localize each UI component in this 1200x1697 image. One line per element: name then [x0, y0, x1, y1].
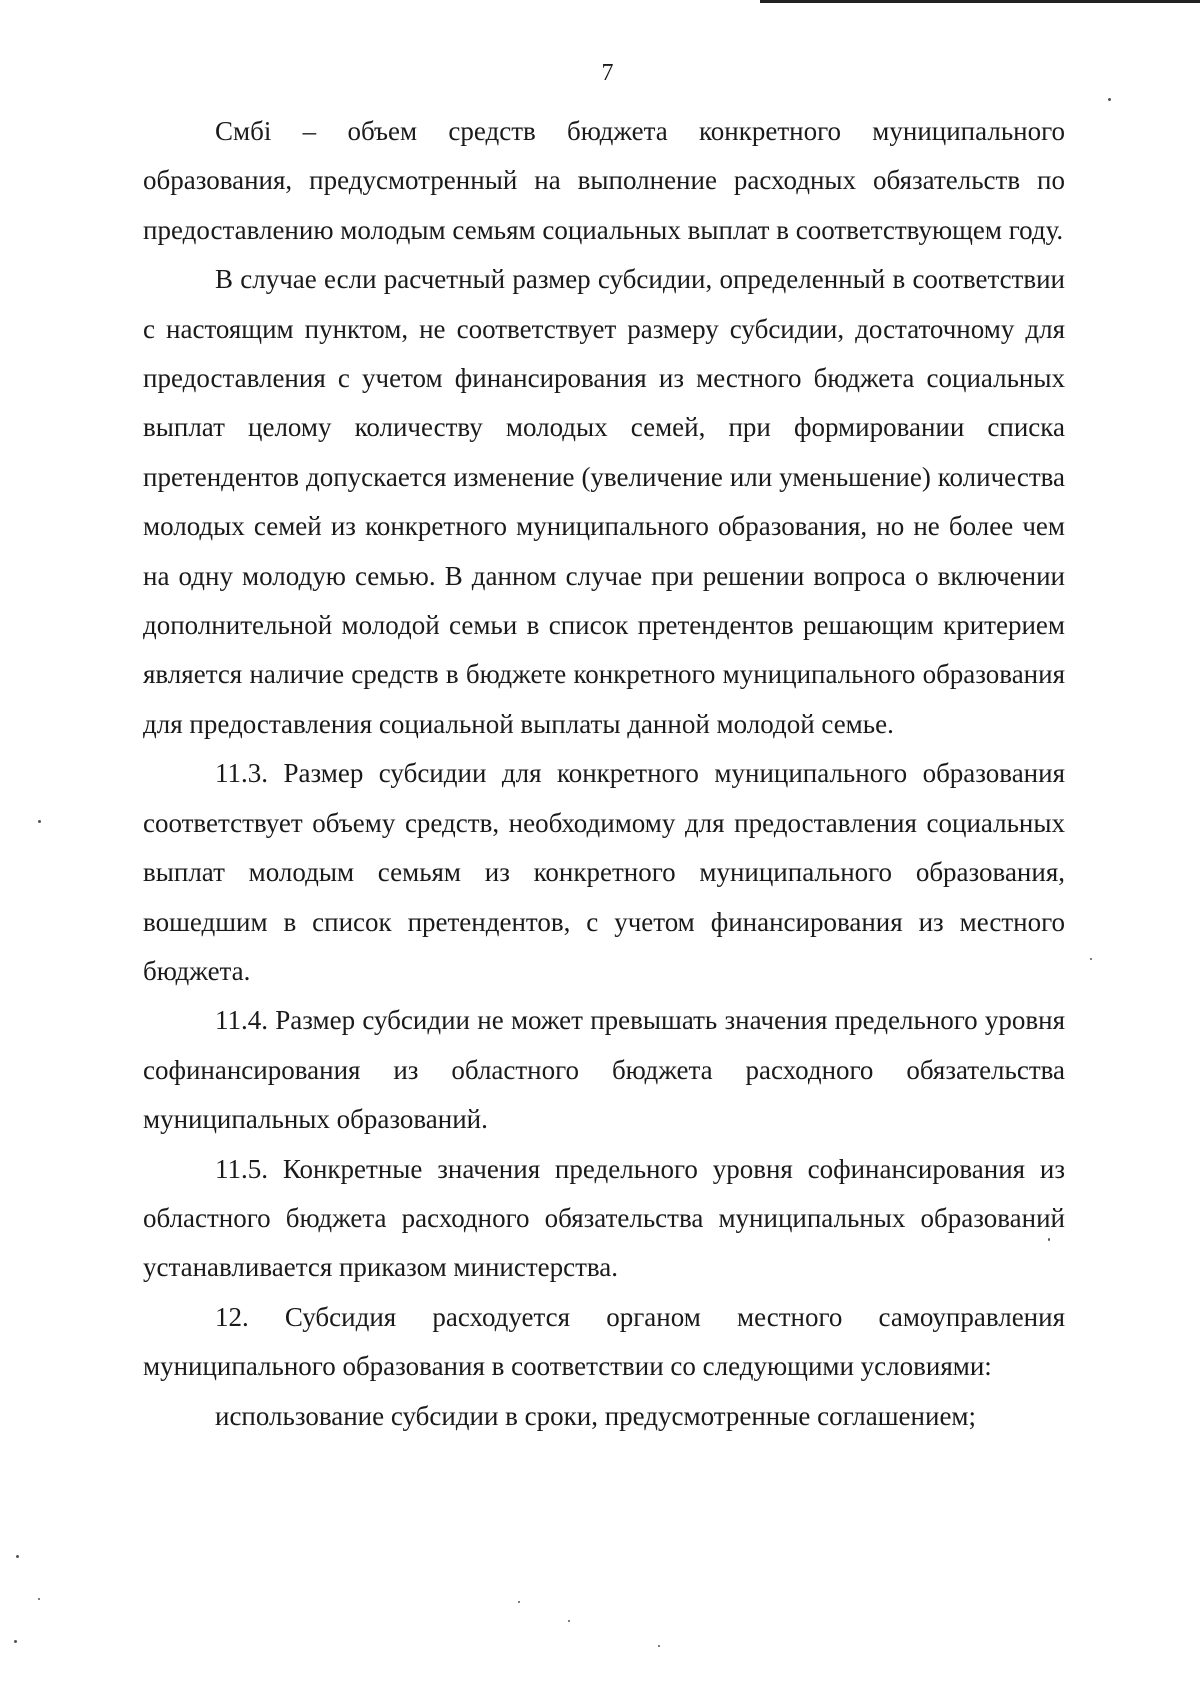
scan-speck: [14, 1640, 17, 1643]
scan-speck: [518, 1601, 520, 1603]
paragraph-12-condition-1: использование субсидии в сроки, предусмотренные соглашением;: [215, 1400, 977, 1431]
paragraph-smbi-definition: Смбi – объем средств бюджета конкретного муниципального образования, предусмотренный на выполнение расходных обязательств по предоставлению молодым семьям социальных выплат в соответствующем году.: [143, 116, 1065, 245]
page-number: 7: [601, 60, 614, 86]
document-body: [143, 107, 1065, 1441]
scan-speck: [38, 1598, 40, 1600]
paragraph-11-3: 11.3. Размер субсидии для конкретного муниципального образования соответствует объему средств, необходимому для предоставления социальных выплат молодым семьям из конкретного муниципального образования, вошедшим в список претендентов, с учетом финансирования из местного бюджета.: [143, 758, 1065, 986]
scan-edge-line: [760, 0, 1200, 3]
paragraph-subsidy-adjustment: В случае если расчетный размер субсидии, определенный в соответствии с настоящим пунктом, не соответствует размеру субсидии, достаточному для предоставления с учетом финансирования из местного бюджета социальных выплат целому количеству молодых семей, при формировании списка претендентов допускается изменение (увеличение или уменьшение) количества молодых семей из конкретного муниципального образования, но не более чем на одну молодую семью. В данном случае при решении вопроса о включении дополнительной молодой семьи в список претендентов решающим критерием является наличие средств в бюджете конкретного муниципального образования для предоставления социальной выплаты данной молодой семье.: [143, 264, 1065, 739]
scan-speck: [658, 1645, 660, 1647]
scan-speck: [38, 820, 41, 823]
paragraph-11-4: 11.4. Размер субсидии не может превышать значения предельного уровня софинансирования из областного бюджета расходного обязательства муниципальных образований.: [143, 1005, 1065, 1135]
scan-speck: [1048, 1238, 1050, 1241]
scan-speck: [1108, 98, 1111, 101]
paragraph-12: 12. Субсидия расходуется органом местного самоуправления муниципального образования в соответствии со следующими условиями:: [143, 1301, 1065, 1382]
scan-speck: [16, 1555, 19, 1558]
scan-speck: [568, 1620, 570, 1622]
scan-speck: [1090, 958, 1092, 960]
paragraph-11-5: 11.5. Конкретные значения предельного уровня софинансирования из областного бюджета расходного обязательства муниципальных образований устанавливается приказом министерства.: [143, 1153, 1065, 1283]
